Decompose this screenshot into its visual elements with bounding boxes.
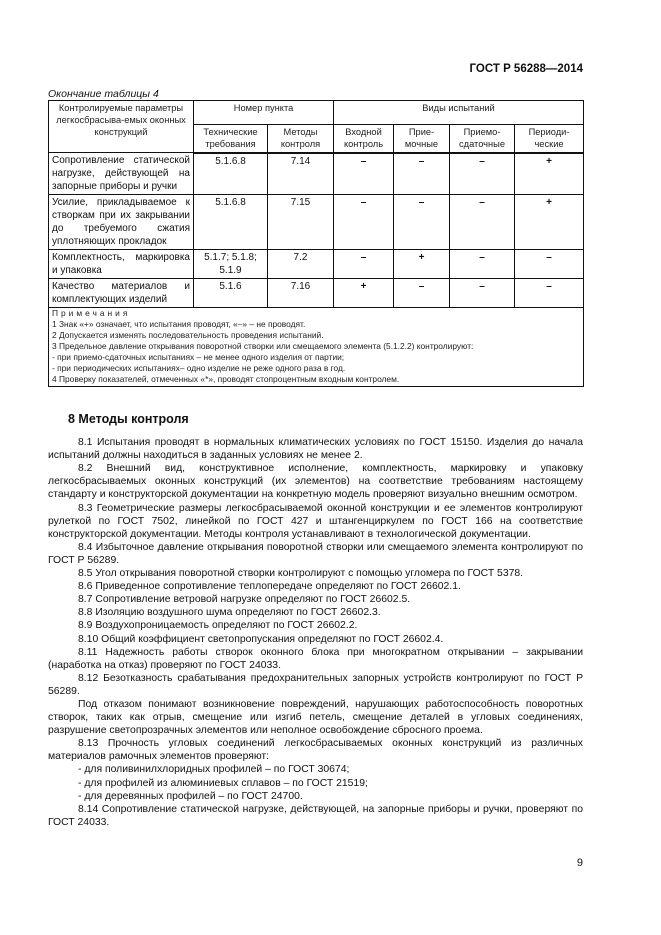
- paragraph: - для профилей из алюминиевых сплавов – по ГОСТ 21519;: [78, 777, 368, 789]
- cell-method: 7.14: [268, 153, 334, 195]
- cell-param: Сопротивление статической нагрузке, действующей на запорные приборы и ручки: [49, 153, 194, 195]
- th-input: Входной контроль: [334, 125, 394, 153]
- cell-handover: –: [450, 153, 515, 195]
- cell-input: –: [334, 153, 394, 195]
- paragraph: 8.11 Надежность работы створок оконного блока при многократном открывании – закрывании (наработка на отказ) проверяют по ГОСТ 24033.: [48, 646, 583, 671]
- paragraph: 8.4 Избыточное давление открывания поворотной створки или смещаемого элемента контролируют по ГОСТ Р 56289.: [48, 541, 583, 566]
- th-tech: Технические требования: [194, 125, 268, 153]
- th-periodic: Периоди-ческие: [515, 125, 584, 153]
- cell-param: Комплектность, маркировка и упаковка: [49, 250, 194, 279]
- th-tests: Виды испытаний: [334, 101, 584, 125]
- table-caption: Окончание таблицы 4: [48, 88, 159, 100]
- cell-tech: 5.1.6.8: [194, 153, 268, 195]
- cell-method: 7.2: [268, 250, 334, 279]
- cell-periodic: –: [515, 250, 584, 279]
- cell-tech: 5.1.7; 5.1.8; 5.1.9: [194, 250, 268, 279]
- th-methods: Методы контроля: [268, 125, 334, 153]
- paragraph: 8.3 Геометрические размеры легкосбрасываемой оконной конструкции и ее элементов контролируют рулеткой по ГОСТ 7502, линейкой по ГОСТ 427 и штангенциркулем по ГОСТ 166 на соответствие конструкторской документации. Методы контроля устанавливают в технологической документации.: [48, 502, 583, 540]
- cell-tech: 5.1.6.8: [194, 195, 268, 250]
- note: 3 Предельное давление открывания поворотной створки или смещаемого элемента (5.1.2.2) контролируют:: [52, 341, 474, 351]
- note: 4 Проверку показателей, отмеченных «*», проводят стопроцентным входным контролем.: [52, 374, 400, 384]
- paragraph: 8.7 Сопротивление ветровой нагрузке определяют по ГОСТ 26602.5.: [78, 594, 411, 606]
- paragraph: 8.2 Внешний вид, конструктивное исполнение, комплектность, маркировку и упаковку легкосбрасываемых оконных конструкций (их элементов) на соответствие требованиям настоящему стандарту и конструкторской документации на конкретную модель проверяют визуально внешним осмотром.: [48, 463, 583, 501]
- cell-handover: –: [450, 195, 515, 250]
- cell-accept: +: [394, 250, 450, 279]
- note: - при приемо-сдаточных испытаниях – не менее одного изделия от партии;: [52, 352, 345, 362]
- cell-method: 7.15: [268, 195, 334, 250]
- cell-tech: 5.1.6: [194, 279, 268, 308]
- page-number: 9: [576, 857, 583, 869]
- paragraph: 8.8 Изоляцию воздушного шума определяют по ГОСТ 26602.3.: [78, 607, 381, 619]
- cell-handover: –: [450, 250, 515, 279]
- notes-title: Примечания: [52, 308, 131, 318]
- paragraph: 8.1 Испытания проводят в нормальных климатических условиях по ГОСТ 15150. Изделия до начала испытаний должны находиться в заданных условиях не менее 2.: [48, 437, 583, 462]
- cell-param: Усилие, прикладываемое к створкам при их закрывании до требуемого сжатия уплотняющих прокладок: [49, 195, 194, 250]
- paragraph: 8.14 Сопротивление статической нагрузке, действующей, на запорные приборы и ручки, проверяют по ГОСТ 24033.: [48, 803, 583, 828]
- cell-periodic: –: [515, 279, 584, 308]
- paragraph: 8.6 Приведенное сопротивление теплопередаче определяют по ГОСТ 26602.1.: [78, 581, 461, 593]
- section-title: 8 Методы контроля: [68, 412, 189, 426]
- note: - при периодических испытаниях– одно изделие не реже одного раза в год.: [52, 363, 346, 373]
- paragraph: 8.13 Прочность угловых соединений легкосбрасываемых оконных конструкций из различных материалов рамочных элементов проверяют:: [48, 738, 583, 763]
- document-header: ГОСТ Р 56288—2014: [469, 63, 583, 75]
- section-8: [48, 413, 583, 829]
- paragraph: Под отказом понимают возникновение повреждений, нарушающих работоспособность поворотных створок, таких как отрыв, смещение или изгиб петель, смещение деталей в угловых соединениях, разрушение светопрозрачных элементов или неполное освобождение сбросного проема.: [48, 698, 583, 737]
- paragraph: - для деревянных профилей – по ГОСТ 24700.: [78, 790, 303, 802]
- cell-periodic: +: [515, 195, 584, 250]
- test-table: [48, 100, 584, 387]
- paragraph: - для поливинилхлоридных профилей – по ГОСТ 30674;: [78, 764, 350, 776]
- table-row: [49, 153, 584, 195]
- table-row: [49, 279, 584, 308]
- note: 1 Знак «+» означает, что испытания проводят, «–» – не проводят.: [52, 319, 306, 329]
- cell-accept: –: [394, 195, 450, 250]
- th-param: Контролируемые параметры легкосбрасыва-емых оконных конструкций: [49, 101, 194, 153]
- cell-method: 7.16: [268, 279, 334, 308]
- paragraph: 8.9 Воздухопроницаемость определяют по ГОСТ 26602.2.: [78, 620, 358, 632]
- paragraph: 8.10 Общий коэффициент светопропускания определяют по ГОСТ 26602.4.: [78, 633, 444, 645]
- table-notes: [49, 308, 584, 387]
- paragraph: 8.12 Безотказность срабатывания предохранительных запорных устройств контролируют по ГОСТ Р 56289.: [48, 672, 583, 697]
- cell-accept: –: [394, 279, 450, 308]
- cell-handover: –: [450, 279, 515, 308]
- note: 2 Допускается изменять последовательность проведения испытаний.: [52, 330, 324, 340]
- th-handover: Приемо-сдаточные: [450, 125, 515, 153]
- cell-param: Качество материалов и комплектующих изделий: [49, 279, 194, 308]
- cell-periodic: +: [515, 153, 584, 195]
- cell-input: –: [334, 250, 394, 279]
- paragraph: 8.5 Угол открывания поворотной створки контролируют с помощью угломера по ГОСТ 5378.: [78, 568, 524, 580]
- th-clause: Номер пункта: [194, 101, 334, 125]
- th-accept: Прие-мочные: [394, 125, 450, 153]
- cell-accept: –: [394, 153, 450, 195]
- table-row: [49, 250, 584, 279]
- cell-input: +: [334, 279, 394, 308]
- table-row: [49, 195, 584, 250]
- cell-input: –: [334, 195, 394, 250]
